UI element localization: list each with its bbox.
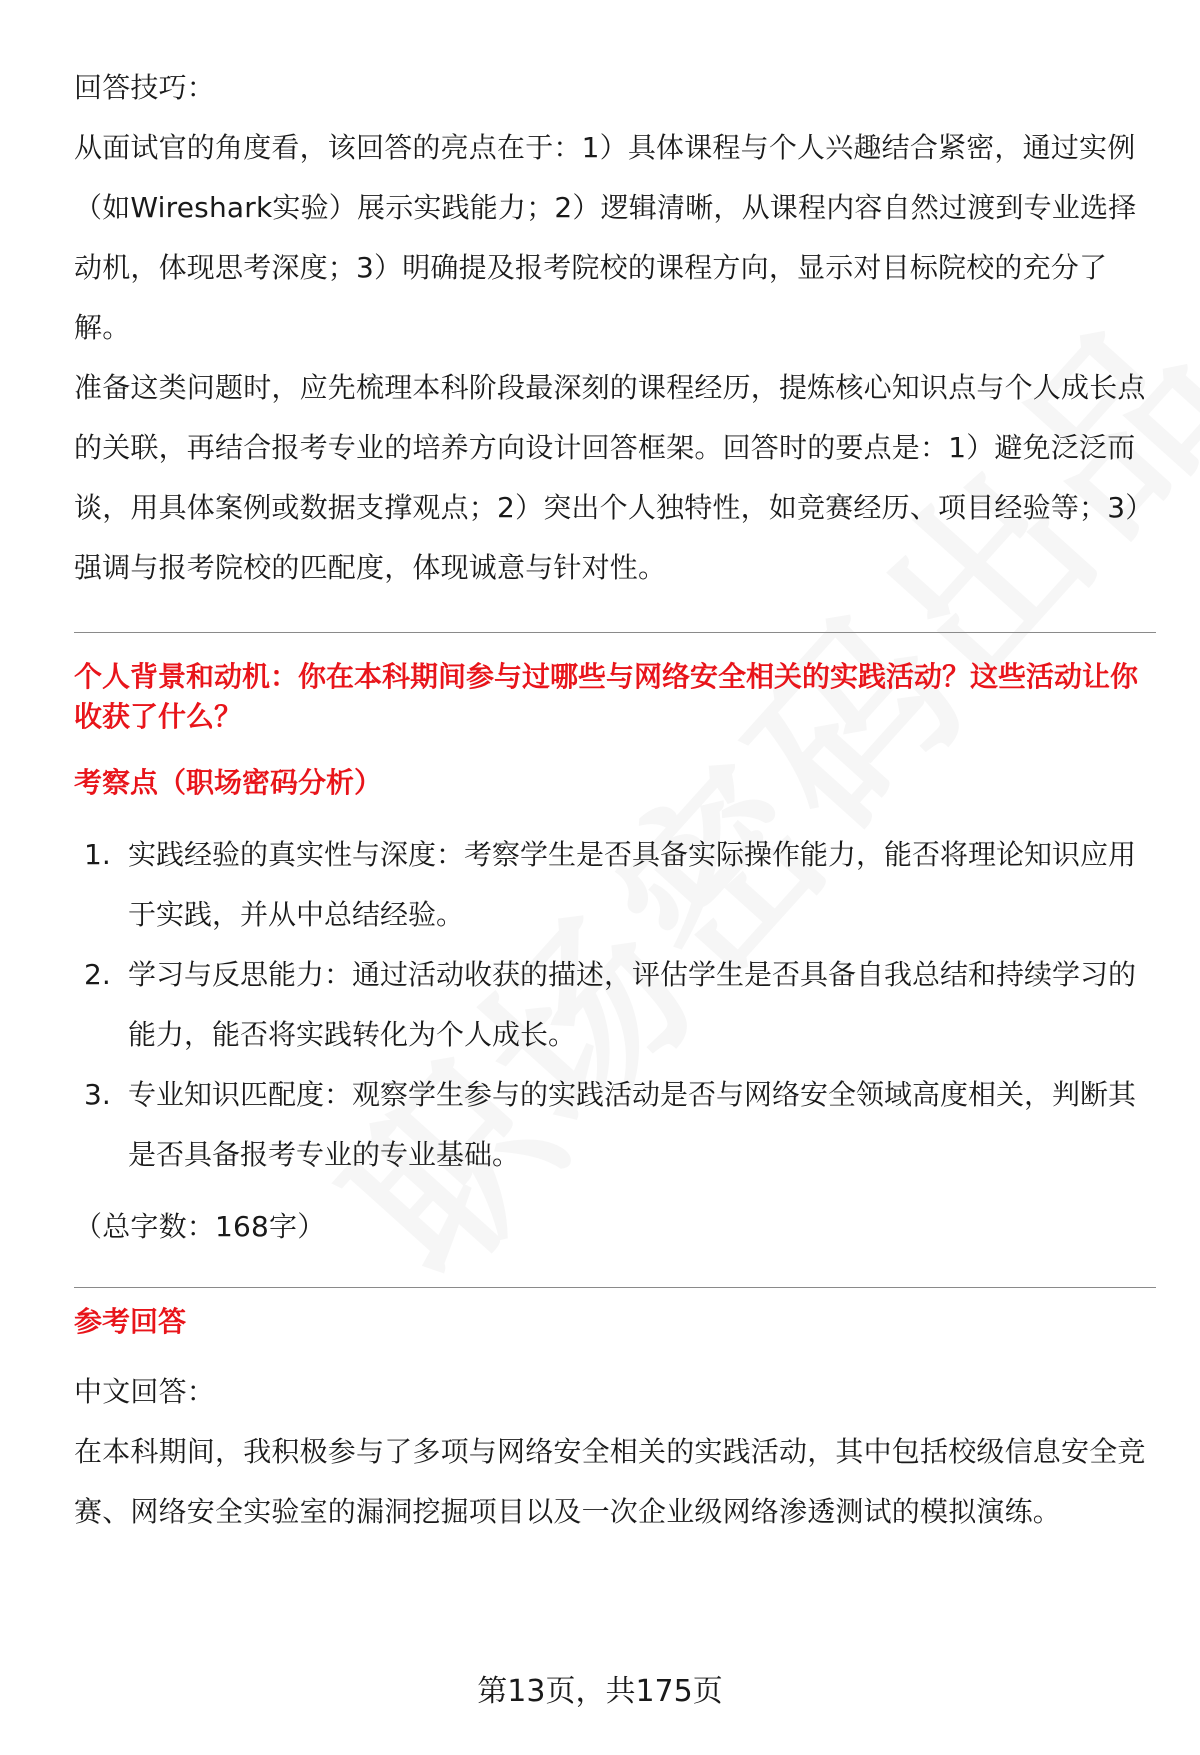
focus-point-text: 专业知识匹配度：观察学生参与的实践活动是否与网络安全领域高度相关，判断其是否具备报考专业的专业基础。: [128, 1078, 1137, 1171]
tips-paragraph-1: 从面试官的角度看，该回答的亮点在于：1）具体课程与个人兴趣结合紧密，通过实例（如Wireshark实验）展示实践能力；2）逻辑清晰，从课程内容自然过渡到专业选择动机，体现思考深度；3）明确提及报考院校的课程方向，显示对目标院校的充分了解。: [74, 131, 1137, 344]
focus-point: [74, 825, 1156, 945]
focus-point-text: 实践经验的真实性与深度：考察学生是否具备实际操作能力，能否将理论知识应用于实践，并从中总结经验。: [128, 838, 1137, 931]
tips-label: 回答技巧：: [74, 71, 216, 104]
focus-points-list: [74, 825, 1156, 1185]
list-number: 3.: [84, 1078, 111, 1111]
chinese-answer-label: 中文回答：: [74, 1375, 216, 1408]
focus-point: [74, 945, 1156, 1065]
chinese-answer-paragraph: 在本科期间，我积极参与了多项与网络安全相关的实践活动，其中包括校级信息安全竞赛、网络安全实验室的漏洞挖掘项目以及一次企业级网络渗透测试的模拟演练。: [74, 1435, 1146, 1528]
word-count: （总字数：168字）: [74, 1210, 326, 1243]
list-number: 1.: [84, 838, 111, 871]
tips-paragraph-2: 准备这类问题时，应先梳理本科阶段最深刻的课程经历，提炼核心知识点与个人成长点的关联，再结合报考专业的培养方向设计回答框架。回答时的要点是：1）避免泛泛而谈，用具体案例或数据支撑观点；2）突出个人独特性，如竞赛经历、项目经验等；3）强调与报考院校的匹配度，体现诚意与针对性。: [74, 371, 1154, 584]
question-title: 个人背景和动机：你在本科期间参与过哪些与网络安全相关的实践活动？这些活动让你收获了什么？: [74, 660, 1139, 733]
list-number: 2.: [84, 958, 111, 991]
focus-point: [74, 1065, 1156, 1185]
focus-heading: 考察点（职场密码分析）: [74, 766, 383, 799]
page-footer: 第13页，共175页: [477, 1674, 723, 1709]
document-page: [74, 58, 1156, 1542]
focus-point-text: 学习与反思能力：通过活动收获的描述，评估学生是否具备自我总结和持续学习的能力，能否将实践转化为个人成长。: [128, 958, 1137, 1051]
answer-heading: 参考回答: [74, 1305, 187, 1338]
